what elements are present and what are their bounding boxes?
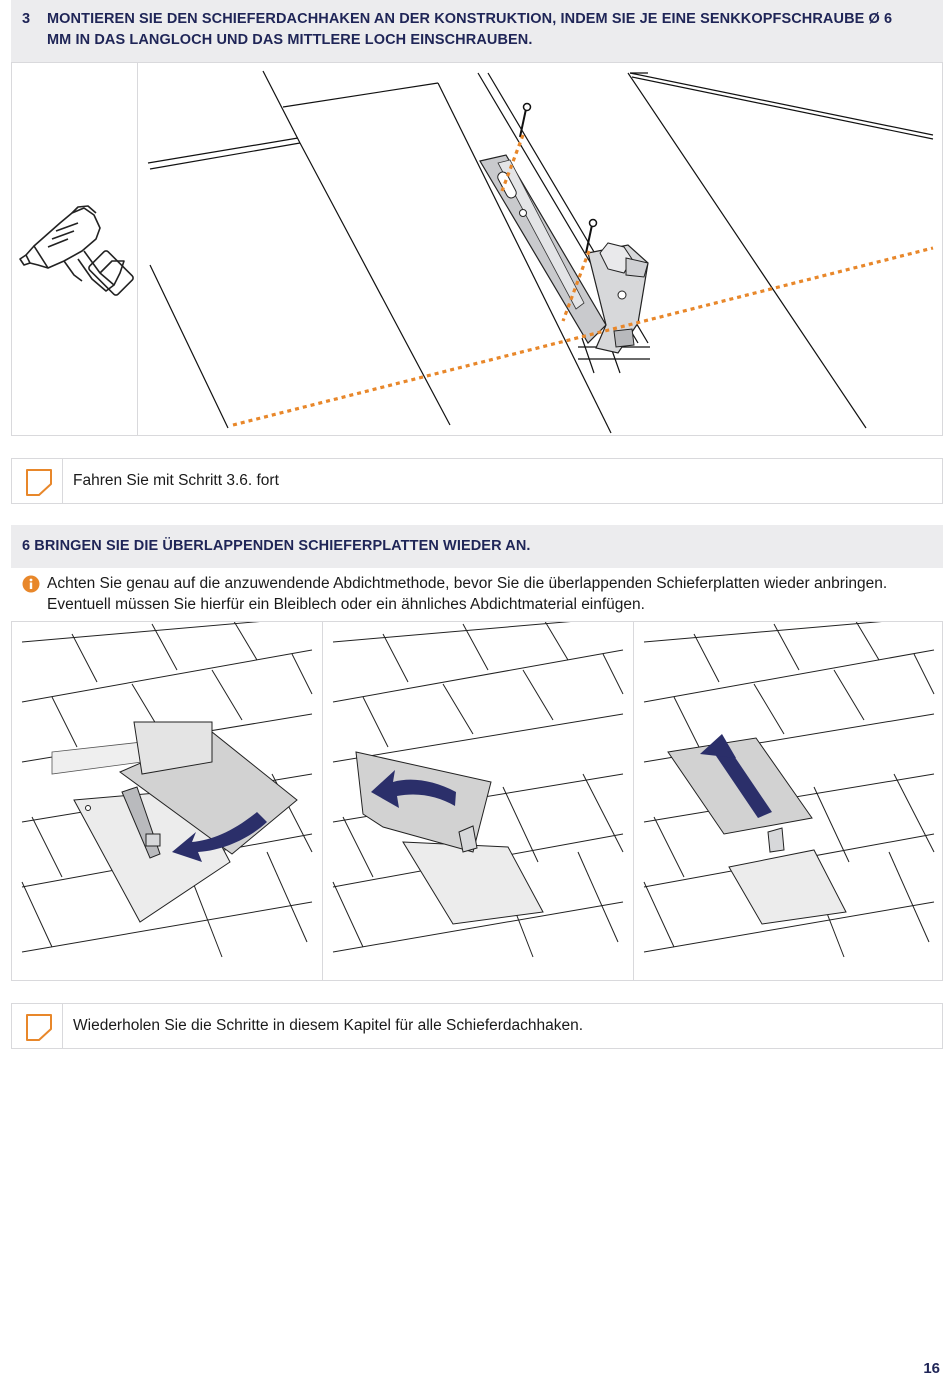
info-icon [22, 575, 42, 595]
tool-panel [11, 62, 138, 436]
mounting-diagram [138, 63, 942, 435]
note-icon-cell [12, 459, 63, 503]
note-box-1 [11, 458, 943, 504]
note-2-text: Wiederholen Sie die Schritte in diesem Kapitel für alle Schieferdachhaken. [73, 1017, 584, 1034]
illustration-panel-1 [11, 621, 323, 981]
note-icon-cell [12, 1004, 63, 1048]
roof-hook [480, 104, 648, 354]
step-3-header [11, 0, 943, 62]
page-number: 16 [923, 1360, 940, 1377]
drill-icon [12, 63, 137, 435]
step-3-title [22, 9, 931, 51]
slate-replace-step-1 [12, 622, 322, 980]
slate-replace-step-2 [323, 622, 633, 980]
alignment-lines [233, 135, 933, 425]
note-icon [12, 459, 62, 503]
slate-replace-step-3 [634, 622, 942, 980]
illustration-panel-3 [633, 621, 943, 981]
step-3-title-line2: MM IN DAS LANGLOCH UND DAS MITTLERE LOCH EINSCHRAUBEN. [47, 32, 533, 48]
note-box-2 [11, 1003, 943, 1049]
step-3-title-line1: MONTIEREN SIE DEN SCHIEFERDACHHAKEN AN DER KONSTRUKTION, INDEM SIE JE EINE SENKKOPFSCHRAUBE Ø 6 [47, 11, 893, 27]
mounting-illustration [137, 62, 943, 436]
illustration-panel-2 [322, 621, 634, 981]
step-6-title: 6 BRINGEN SIE DIE ÜBERLAPPENDEN SCHIEFERPLATTEN WIEDER AN. [22, 538, 531, 554]
note-icon [12, 1004, 62, 1048]
note-1-text: Fahren Sie mit Schritt 3.6. fort [73, 472, 279, 489]
step-6-header [11, 525, 943, 568]
step-3-number: 3 [22, 11, 31, 27]
info-text: Achten Sie genau auf die anzuwendende Abdichtmethode, bevor Sie die überlappenden Schieferplatten wieder anbringen. Eventuell müssen Sie hierfür ein Bleiblech oder ein ähnliches Abdichtmaterial einfügen. [47, 575, 888, 613]
